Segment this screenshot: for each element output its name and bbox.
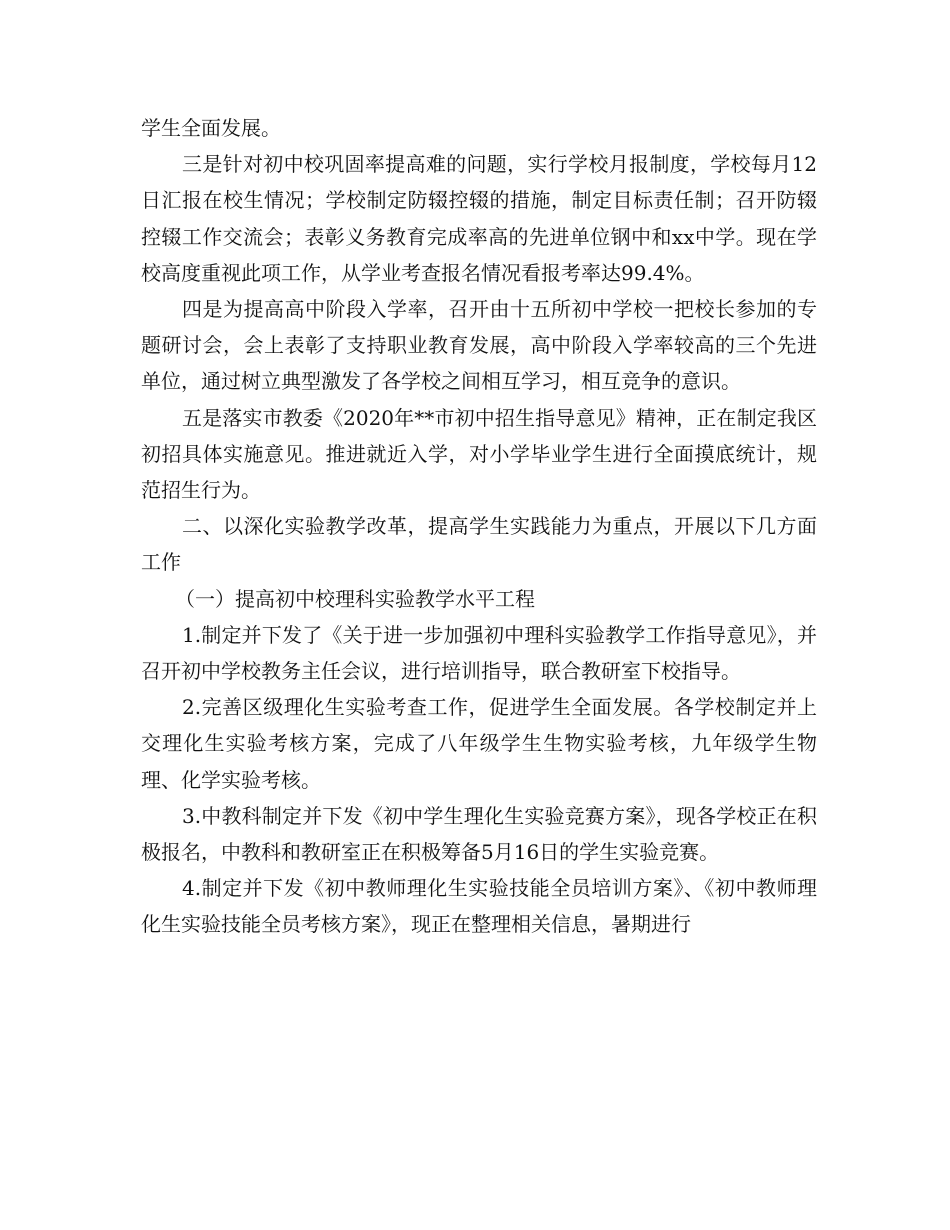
paragraph-fourth-point: 四是为提高高中阶段入学率，召开由十五所初中学校一把校长参加的专题研讨会，会上表彰了支持职业教育发展，高中阶段入学率较高的三个先进单位，通过树立典型激发了各学校之间相互学习，相互竞争的意识。 [141,297,817,394]
list-item-4: 4.制定并下发《初中教师理化生实验技能全员培训方案》、《初中教师理化生实验技能全员考核方案》，现正在整理相关信息，暑期进行 [141,876,817,937]
list-item-1: 1.制定并下发了《关于进一步加强初中理科实验教学工作指导意见》，并召开初中学校教务主任会议，进行培训指导，联合教研室下校指导。 [141,622,817,684]
section-heading-experiment-reform: 二、以深化实验教学改革，提高学生实践能力为重点，开展以下几方面工作 [141,514,817,575]
paragraph-third-point: 三是针对初中校巩固率提高难的问题，实行学校月报制度，学校每月12日汇报在校生情况；学校制定防辍控辍的措施，制定目标责任制；召开防辍控辍工作交流会；表彰义务教育完成率高的先进单位钢中和xx中学。现在学校高度重视此项工作，从学业考查报名情况看报考率达99.4%。 [141,152,817,285]
subsection-heading-science-lab: （一）提高初中校理科实验教学水平工程 [175,586,535,611]
list-item-2: 2.完善区级理化生实验考查工作，促进学生全面发展。各学校制定并上交理化生实验考核方案，完成了八年级学生生物实验考核，九年级学生物理、化学实验考核。 [141,695,817,792]
list-item-3: 3.中教科制定并下发《初中学生理化生实验竞赛方案》，现各学校正在积极报名，中教科和教研室正在积极筹备5月16日的学生实验竞赛。 [141,803,817,865]
paragraph-continuation: 学生全面发展。 [141,116,281,140]
document-body [141,110,817,943]
paragraph-fifth-point: 五是落实市教委《2020年**市初中招生指导意见》精神，正在制定我区初招具体实施意见。推进就近入学，对小学毕业学生进行全面摸底统计，规范招生行为。 [141,405,817,503]
